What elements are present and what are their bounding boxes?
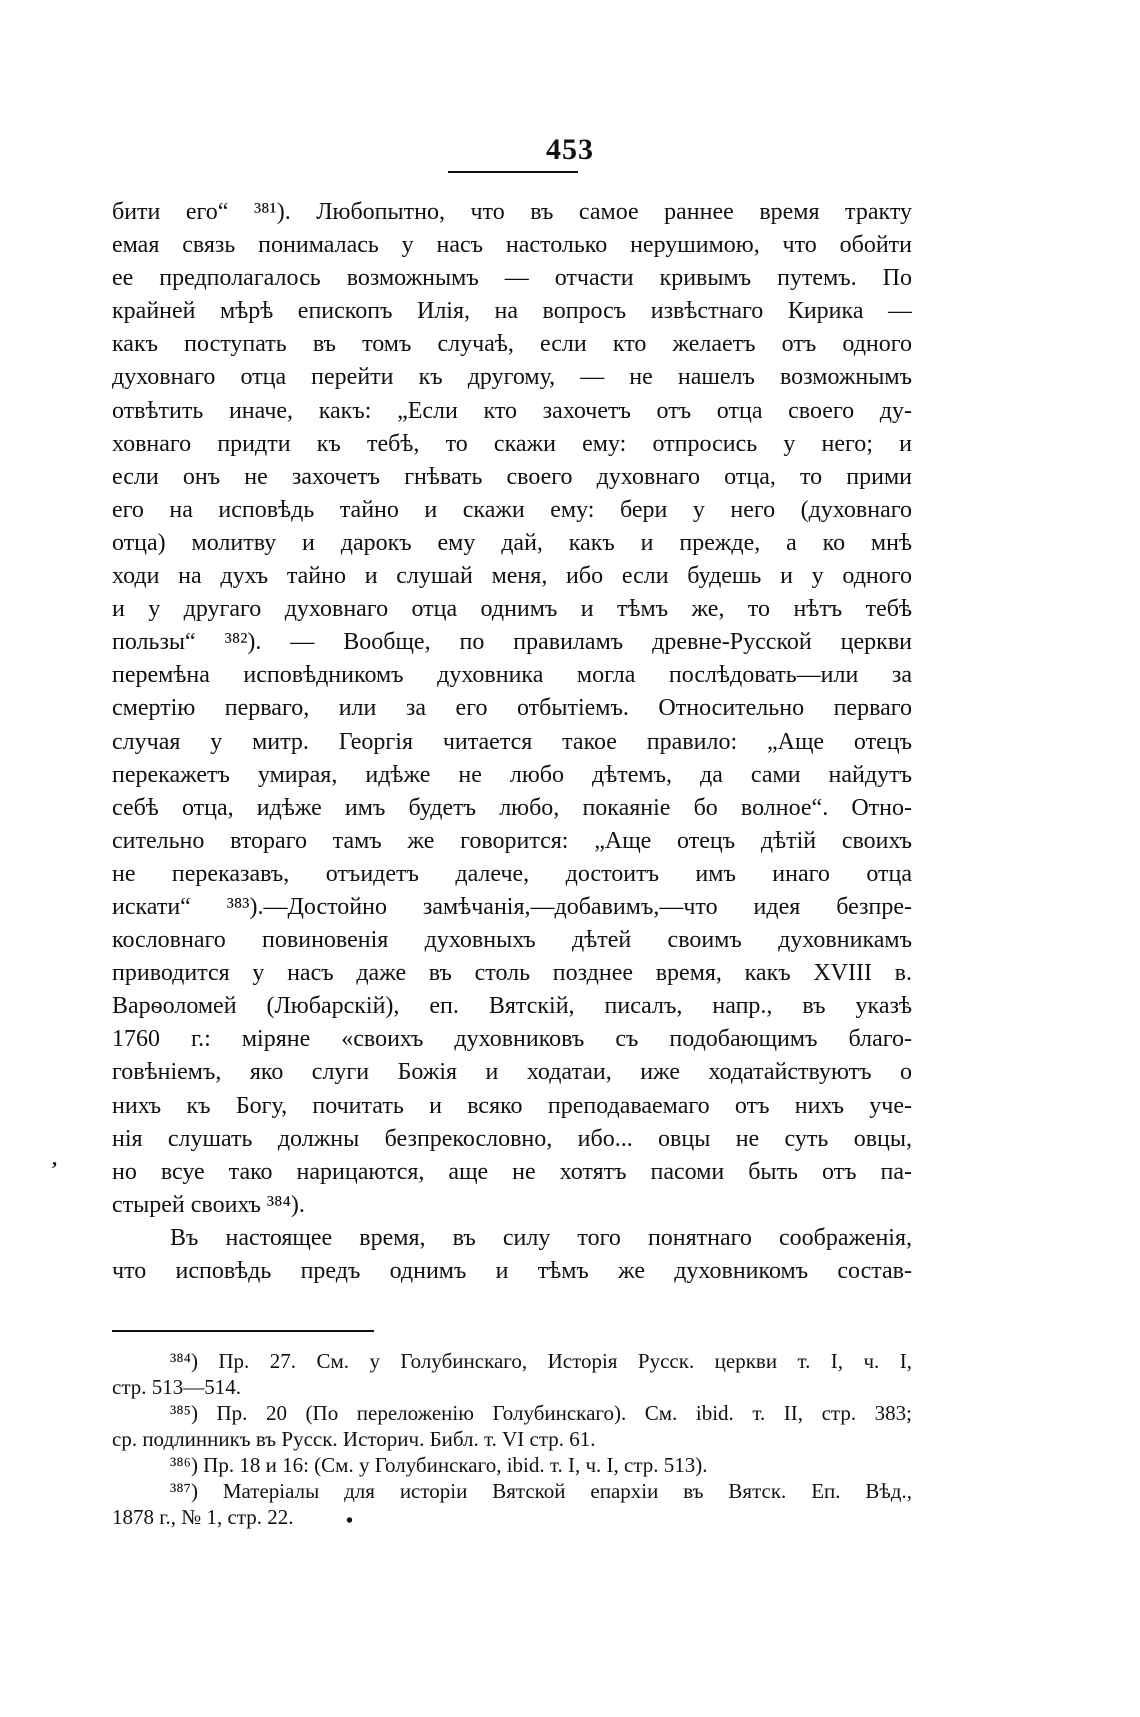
footnote-line: ³⁸⁷) Матеріалы для исторіи Вятской епархіи въ Вятск. Еп. Вѣд., <box>170 1479 912 1503</box>
text-line: перекажетъ умирая, идѣже не любо дѣтемъ, да сами найдутъ <box>112 761 912 788</box>
text-line: отца) молитву и дарокъ ему дай, какъ и прежде, а ко мнѣ <box>112 529 912 556</box>
text-line: сительно втораго тамъ же говорится: „Аще отецъ дѣтій своихъ <box>112 827 912 854</box>
text-line: смертію перваго, или за его отбытіемъ. Относительно перваго <box>112 695 912 722</box>
text-line: себѣ отца, идѣже имъ будетъ любо, покаяніе бо волное“. Отно- <box>112 794 912 821</box>
text-line: отвѣтить иначе, какъ: „Если кто захочетъ отъ отца своего ду- <box>112 397 912 424</box>
ink-speck: • <box>346 1510 354 1532</box>
text-line: если онъ не захочетъ гнѣвать своего духовнаго отца, то прими <box>112 463 912 490</box>
text-line: 1760 г.: міряне «своихъ духовниковъ съ подобающимъ благо- <box>112 1026 912 1053</box>
text-line: но всуе тако нарицаются, аще не хотятъ пасоми быть отъ па- <box>112 1158 912 1185</box>
footnote-line: ³⁸⁶) Пр. 18 и 16: (См. у Голубинскаго, ibid. т. I, ч. I, стр. 513). <box>170 1453 708 1477</box>
text-line: перемѣна исповѣдникомъ духовника могла послѣдовать—или за <box>112 662 912 689</box>
header-rule <box>448 171 578 173</box>
footnote-line: 1878 г., № 1, стр. 22. <box>112 1505 294 1529</box>
text-line: приводится у насъ даже въ столь позднее время, какъ XVIII в. <box>112 960 912 987</box>
text-line: Варѳоломей (Любарскій), еп. Вятскій, писалъ, напр., въ указѣ <box>112 993 912 1020</box>
text-line: не переказавъ, отъидетъ далече, достоитъ имъ инаго отца <box>112 860 912 887</box>
text-line: случая у митр. Георгія читается такое правило: „Аще отецъ <box>112 728 912 755</box>
text-line: пользы“ ³⁸²). — Вообще, по правиламъ древне-Русской церкви <box>112 629 912 656</box>
footnote-line: ср. подлинникъ въ Русск. Историч. Библ. т. VI стр. 61. <box>112 1427 596 1451</box>
text-line: бити его“ ³⁸¹). Любопытно, что въ самое раннее время тракту <box>112 199 912 225</box>
main-text <box>112 196 912 1288</box>
text-line: ее предполагалось возможнымъ — отчасти кривымъ путемъ. По <box>112 265 912 292</box>
page-number: 453 <box>546 133 594 166</box>
text-line: что исповѣдь предъ однимъ и тѣмъ же духовникомъ состав- <box>112 1258 912 1284</box>
text-line: ходи на духъ тайно и слушай меня, ибо если будешь и у одного <box>112 563 912 590</box>
footnote-line: стр. 513—514. <box>112 1375 242 1399</box>
text-line: ховнаго придти къ тебѣ, то скажи ему: отпросись у него; и <box>112 430 912 457</box>
text-line: крайней мѣрѣ епископъ Илія, на вопросъ извѣстнаго Кирика — <box>112 298 912 325</box>
footnote-rule <box>112 1330 374 1332</box>
text-line: какъ поступать въ томъ случаѣ, если кто желаетъ отъ одного <box>112 331 912 358</box>
footnote-line: ³⁸⁵) Пр. 20 (По переложенію Голубинскаго). См. ibid. т. II, стр. 383; <box>170 1401 912 1425</box>
footnote-line: ³⁸⁴) Пр. 27. См. у Голубинскаго, Исторія Русск. церкви т. I, ч. I, <box>170 1349 912 1373</box>
text-line: нихъ къ Богу, почитать и всяко преподаваемаго отъ нихъ уче- <box>112 1092 912 1119</box>
text-line: его на исповѣдь тайно и скажи ему: бери у него (духовнаго <box>112 496 912 523</box>
ink-speck: , <box>52 1148 57 1170</box>
footnotes <box>112 1348 912 1530</box>
text-line: кословнаго повиновенія духовныхъ дѣтей своимъ духовникамъ <box>112 927 912 954</box>
paragraph-start-line: Въ настоящее время, въ силу того понятнаго соображенія, <box>170 1224 912 1251</box>
text-line: нія слушать должны безпрекословно, ибо... овцы не суть овцы, <box>112 1125 912 1152</box>
text-line: стырей своихъ ³⁸⁴). <box>112 1191 305 1218</box>
text-line: емая связь понималась у насъ настолько нерушимою, что обойти <box>112 232 912 259</box>
text-line: духовнаго отца перейти къ другому, — не нашелъ возможнымъ <box>112 364 912 391</box>
text-line: и у другаго духовнаго отца однимъ и тѣмъ же, то нѣтъ тебѣ <box>112 596 912 623</box>
text-line: искати“ ³⁸³).—Достойно замѣчанія,—добавимъ,—что идея безпре- <box>112 893 912 920</box>
text-line: говѣніемъ, яко слуги Божія и ходатаи, иже ходатайствуютъ о <box>112 1059 912 1086</box>
